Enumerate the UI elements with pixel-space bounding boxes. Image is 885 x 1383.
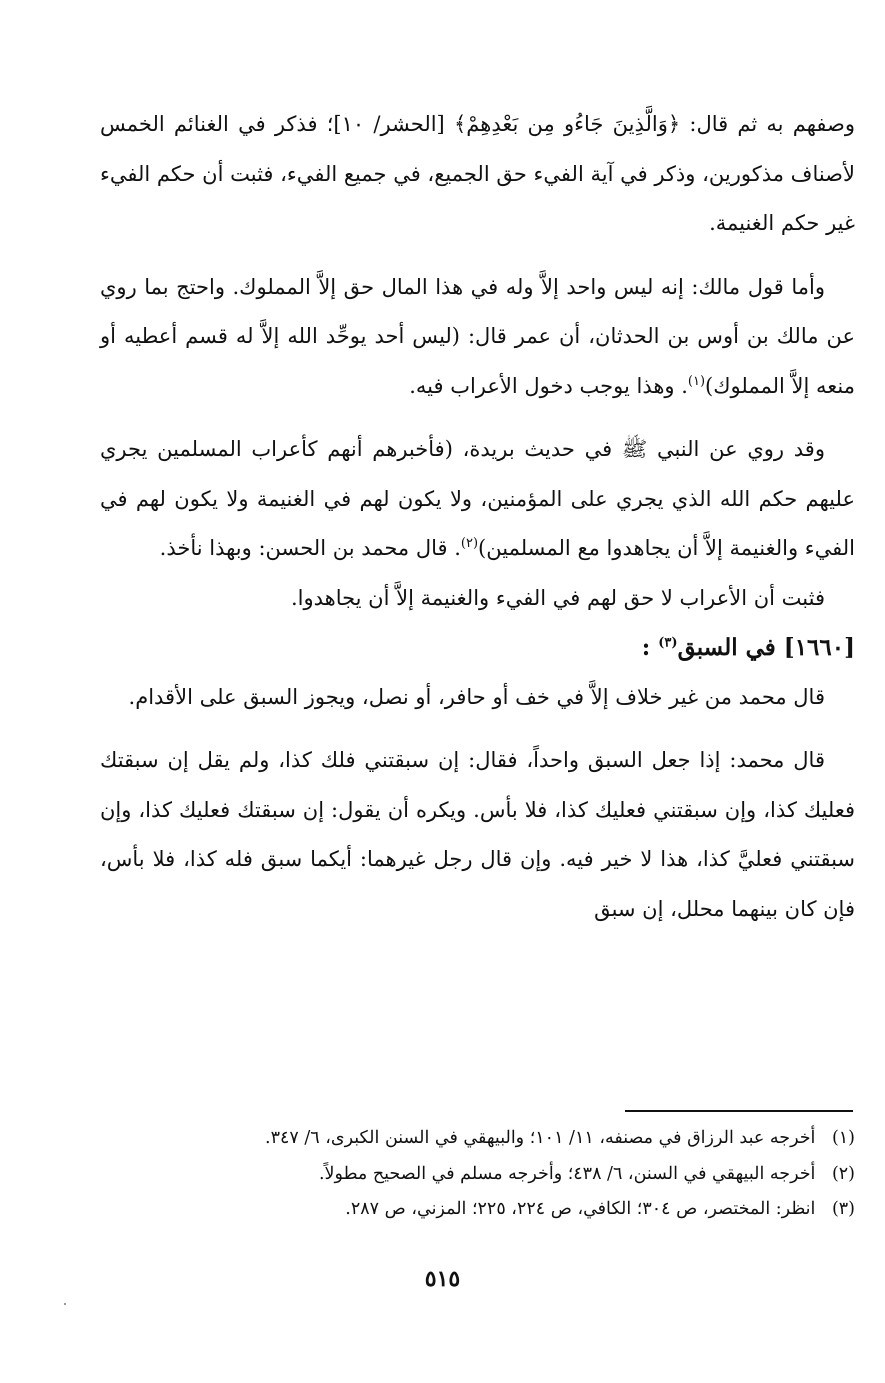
paragraph-3 xyxy=(100,425,855,574)
footnote-ref-1: (١) xyxy=(687,373,706,389)
section-heading xyxy=(100,623,855,673)
footnote-mark: (٢) xyxy=(831,1163,855,1184)
footnote-1 xyxy=(160,1121,855,1157)
main-text xyxy=(100,100,855,934)
paragraph-4 xyxy=(100,574,855,624)
paragraph-5 xyxy=(100,673,855,723)
footnotes xyxy=(160,1121,855,1228)
paragraph-4-text: فثبت أن الأعراب لا حق لهم في الفيء والغنيمة إلاَّ أن يجاهدوا. xyxy=(290,585,825,610)
paragraph-6 xyxy=(100,736,855,934)
footnote-text: انظر: المختصر، ص ٣٠٤؛ الكافي، ص ٢٢٤، ٢٢٥؛ المزني، ص ٢٨٧. xyxy=(345,1199,816,1219)
paragraph-1 xyxy=(100,100,855,249)
footnote-mark: (٣) xyxy=(831,1199,855,1219)
footnote-mark: (١) xyxy=(831,1128,855,1148)
footnote-2 xyxy=(160,1157,855,1193)
paragraph-1-text: وصفهم به ثم قال: ﴿وَالَّذِينَ جَاءُو مِن بَعْدِهِمْ﴾ [الحشر/ ١٠]؛ فذكر في الغنائم الخمس لأصناف مذكورين، وذكر في آية الفيء حق الجميع، في جميع الفيء، فثبت أن حكم الفيء غير حكم الغنيمة. xyxy=(100,112,855,235)
footnote-text: أخرجه البيهقي في السنن، ٦/ ٤٣٨؛ وأخرجه مسلم في الصحيح مطولاً. xyxy=(318,1163,816,1184)
section-number: [١٦٦٠] xyxy=(783,634,855,661)
paragraph-6-text: قال محمد: إذا جعل السبق واحداً، فقال: إن سبقتني فلك كذا، ولم يقل إن سبقتك فعليك كذا، وإن سبقتني فعليك كذا، فلا بأس. ويكره أن يقول: إن سبقتك فعليك كذا، وإن سبقتني فعليَّ كذا، هذا لا خير فيه. وإن قال رجل غيرهما: أيكما سبق فله كذا، فلا بأس، فإن كان بينهما محلل، إن سبق xyxy=(100,748,855,921)
paragraph-2-text: وأما قول مالك: إنه ليس واحد إلاَّ وله في هذا المال حق إلاَّ المملوك. واحتج بما روي عن مالك بن أوس بن الحدثان، أن عمر قال: (ليس أحد يوحِّد الله إلاَّ له قسم أعطيه أو منعه إلاَّ المملوك) xyxy=(100,274,855,398)
footnote-text: أخرجه عبد الرزاق في مصنفه، ١١/ ١٠١؛ والبيهقي في السنن الكبرى، ٦/ ٣٤٧. xyxy=(265,1128,816,1148)
footnote-separator xyxy=(625,1110,853,1112)
paragraph-2 xyxy=(100,263,855,412)
paragraph-3-text-end: . قال محمد بن الحسن: وبهذا نأخذ. xyxy=(159,536,461,560)
paragraph-5-text: قال محمد من غير خلاف إلاَّ في خف أو حافر، أو نصل، ويجوز السبق على الأقدام. xyxy=(128,684,825,709)
footnote-ref-2: (٢) xyxy=(460,536,479,551)
page-number: ٥١٥ xyxy=(424,1266,461,1292)
footnote-ref-3: (٣) xyxy=(658,635,678,651)
paragraph-3-text: وقد روي عن النبي ﷺ في حديث بريدة، (فأخبرهم أنهم كأعراب المسلمين يجري عليهم حكم الله الذي يجري على المؤمنين، ولا يكون لهم في الغنيمة ولا يكون لهم في الفيء والغنيمة إلاَّ أن يجاهدوا مع المسلمين) xyxy=(100,437,855,560)
paragraph-2-text-end: . وهذا يوجب دخول الأعراب فيه. xyxy=(409,373,688,398)
section-colon: : xyxy=(641,634,651,661)
footnote-3 xyxy=(160,1192,855,1228)
scan-speck xyxy=(64,1303,66,1305)
section-title: في السبق xyxy=(677,634,776,661)
